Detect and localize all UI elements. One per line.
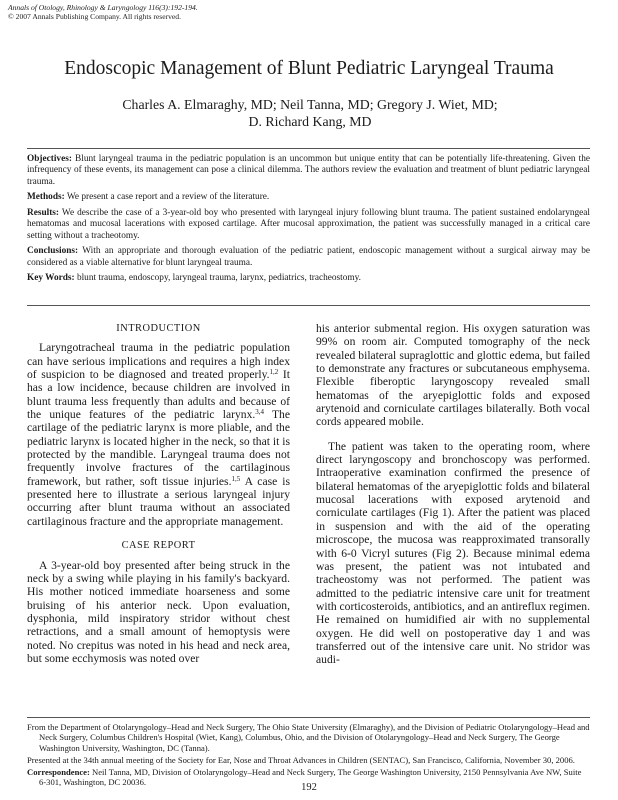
right-column: [316, 322, 590, 667]
abstract-keywords: [27, 273, 590, 284]
reference-marker: 1,5: [231, 474, 241, 483]
paragraph-gap: [316, 429, 590, 440]
section-gap: [27, 528, 290, 539]
abstract-top-rule: [27, 148, 590, 149]
left-column: [27, 322, 290, 665]
case-report-paragraph-1: A 3-year-old boy presented after being struck in the neck by a swing while playing in his family's backyard. His mother noticed immediate hoarseness and some bruising of his anterior neck. Upon evaluation, dysphonia, mild inspiratory stridor without chest retractions, and a small amount of hemoptysis were noted. No crepitus was noted in his head and neck area, but some ecchymosis was noted over: [27, 558, 290, 665]
abstract-conclusions: [27, 246, 590, 269]
objectives-label: Objectives:: [27, 154, 72, 164]
objectives-text: Blunt laryngeal trauma in the pediatric population is an uncommon but unique entity that can be potentially life-threatening. Given the infrequency of these events, its management can pose a clinical dilemma. The authors review the evaluation and treatment of blunt pediatric laryngeal trauma.: [27, 154, 591, 187]
keywords-text: blunt trauma, endoscopy, laryngeal trauma, larynx, pediatrics, tracheostomy.: [76, 273, 362, 284]
journal-citation: Annals of Otology, Rhinology & Laryngology 116(3):192-194.: [8, 3, 198, 12]
article-title: Endoscopic Management of Blunt Pediatric Laryngeal Trauma: [64, 58, 554, 79]
presentation-note: Presented at the 34th annual meeting of the Society for Ear, Nose and Throat Advances in Children (SENTAC), San Francisco, California, November 30, 2006.: [27, 754, 575, 765]
reference-marker: 3,4: [255, 408, 265, 417]
footnote-rule: [27, 717, 590, 718]
introduction-heading: INTRODUCTION: [116, 323, 201, 334]
authors-line-2: D. Richard Kang, MD: [248, 114, 372, 129]
abstract-objectives: [27, 154, 590, 188]
methods-text: We present a case report and a review of the literature.: [66, 192, 270, 203]
page-number: 192: [301, 782, 317, 793]
keywords-label: Key Words:: [27, 273, 75, 284]
affiliation-note: From the Department of Otolaryngology–Head and Neck Surgery, The Ohio State University (Elmaraghy), and the Division of Pediatric Otolaryngology–Head and Neck Surgery, Columbus Children's Hospital (Wiet, Kang), Columbus, Ohio, and the Division of Otolaryngology–Head and Neck Surgery, The George Washington University, Washington, DC (Tanna).: [27, 722, 590, 753]
conclusions-text: With an appropriate and thorough evaluation of the pediatric patient, endoscopic management without a surgical airway may be considered as a viable alternative for blunt laryngeal trauma.: [27, 246, 590, 268]
author-list: [40, 96, 580, 130]
abstract-results: [27, 208, 590, 242]
authors-line-1: Charles A. Elmaraghy, MD; Neil Tanna, MD; Gregory J. Wiet, MD;: [122, 97, 498, 112]
methods-label: Methods:: [27, 192, 65, 203]
conclusions-label: Conclusions:: [27, 246, 79, 257]
introduction-paragraph: Laryngotracheal trauma in the pediatric population can have serious implications and requires a high index of suspicion to be diagnosed and treated properly.$^{1,2}$ It has a low incidence, because children are involved in blunt trauma less frequently than adults and because of the unique features of the pediatric larynx.$^{3,4}$ The cartilage of the pediatric larynx is more pliable, and the pediatric larynx is located higher in the neck, so that it is protected by the mandible. Laryngeal trauma does not frequently involve fractures of the cartilaginous framework, but rather, soft tissue injuries.$^{1,5}$ A case is presented here to illustrate a serious laryngeal injury occurring after blunt trauma without an associated cartilaginous fracture and the appropriate management.: [27, 341, 290, 528]
copyright-notice: © 2007 Annals Publishing Company. All rights reserved.: [8, 12, 181, 21]
case-report-heading: CASE REPORT: [121, 540, 196, 552]
case-report-paragraph-1-continued: his anterior submental region. His oxygen saturation was 99% on room air. Computed tomography of the neck revealed bilateral supraglottic and glottic edema, but failed to demonstrate any fractures or subcutaneous emphysema. Flexible fiberoptic laryngoscopy revealed small hematomas of the aryepiglottic folds and exposed arytenoid and corniculate cartilages bilaterally. Both vocal cords appeared mobile.: [316, 322, 590, 429]
case-report-paragraph-2: The patient was taken to the operating room, where direct laryngoscopy and bronchoscopy was performed. Intraoperative examination confirmed the presence of bilateral hematomas of the aryepiglottic folds and bilateral mucosal lacerations with exposed arytenoid and corniculate cartilages (Fig 1). After the patient was placed in suspension and with the aid of the operating microscope, the mucosa was reapproximated transorally with 6-0 Vicryl sutures (Fig 2). Because minimal edema was present, the patient was not intubated and tracheostomy was not performed. The patient was admitted to the pediatric intensive care unit for treatment with corticosteroids, antibiotics, and an antireflux regimen. He remained on humidified air with no supplemental oxygen. He did well on postoperative day 1 and was transferred out of the intensive care unit. No stridor was audi-: [316, 439, 590, 667]
footnotes: [27, 722, 590, 790]
abstract-methods: [27, 192, 590, 203]
reference-marker: 1,2: [269, 368, 279, 377]
abstract-bottom-rule: [27, 305, 590, 306]
results-label: Results:: [27, 207, 60, 218]
correspondence-text: Neil Tanna, MD, Division of Otolaryngology–Head and Neck Surgery, The George Washington University, 2150 Pennsylvania Ave NW, Suite 6-301, Washington, DC 20036.: [39, 767, 582, 788]
results-text: We describe the case of a 3-year-old boy who presented with laryngeal injury following blunt trauma. The patient sustained endolaryngeal hematomas and mucosal lacerations with exposed cartilage. After mucosal approximation, the patient was successfully managed in a critical care setting without a tracheotomy.: [27, 207, 590, 241]
abstract: [27, 154, 590, 289]
correspondence-label: Correspondence:: [27, 767, 90, 778]
running-header: [8, 3, 198, 21]
